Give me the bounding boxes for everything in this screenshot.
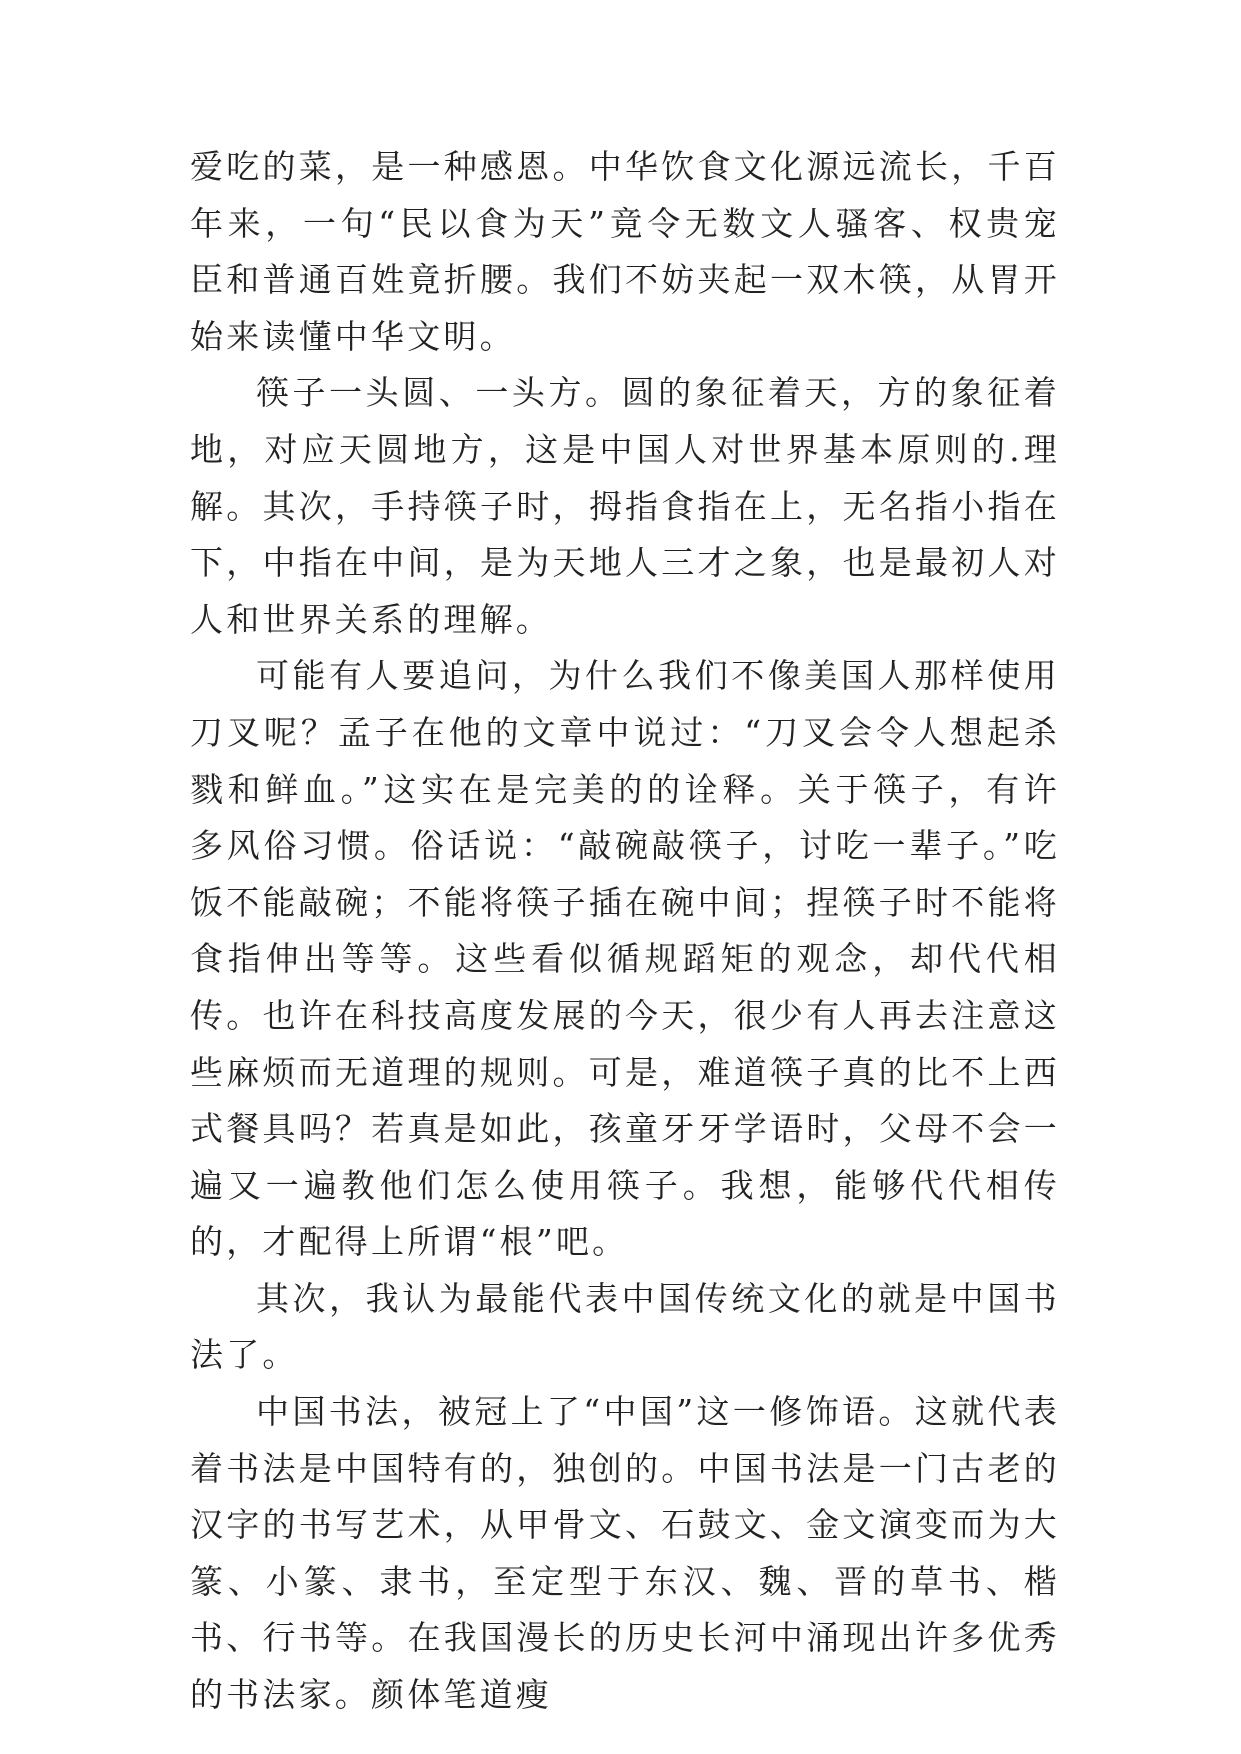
paragraph-3: 可能有人要追问，为什么我们不像美国人那样使用刀叉呢？孟子在他的文章中说过：“刀叉会令人想起杀戮和鲜血。”这实在是完美的的诠释。关于筷子，有许多风俗习惯。俗话说：“敲碗敲筷子，讨吃一辈子。”吃饭不能敲碗；不能将筷子插在碗中间；捏筷子时不能将食指伸出等等。这些看似循规蹈矩的观念，却代代相传。也许在科技高度发展的今天，很少有人再去注意这些麻烦而无道理的规则。可是，难道筷子真的比不上西式餐具吗？若真是如此，孩童牙牙学语时，父母不会一遍又一遍教他们怎么使用筷子。我想，能够代代相传的，才配得上所谓“根”吧。 — [190, 656, 1060, 1262]
paragraph-2: 筷子一头圆、一头方。圆的象征着天，方的象征着地，对应天圆地方，这是中国人对世界基本原则的.理解。其次，手持筷子时，拇指食指在上，无名指小指在下，中指在中间，是为天地人三才之象，也是最初人对人和世界关系的理解。 — [190, 373, 1060, 639]
document-body — [190, 139, 1060, 1724]
paragraph-5: 中国书法，被冠上了“中国”这一修饰语。这就代表着书法是中国特有的，独创的。中国书法是一门古老的汉字的书写艺术，从甲骨文、石鼓文、金文演变而为大篆、小篆、隶书，至定型于东汉、魏、晋的草书、楷书、行书等。在我国漫长的历史长河中涌现出许多优秀的书法家。颜体笔道瘦 — [190, 1392, 1060, 1715]
paragraph-1: 爱吃的菜，是一种感恩。中华饮食文化源远流长，千百年来，一句“民以食为天”竟令无数文人骚客、权贵宠臣和普通百姓竟折腰。我们不妨夹起一双木筷，从胃开始来读懂中华文明。 — [190, 147, 1060, 356]
paragraph-4: 其次，我认为最能代表中国传统文化的就是中国书法了。 — [190, 1278, 1060, 1375]
